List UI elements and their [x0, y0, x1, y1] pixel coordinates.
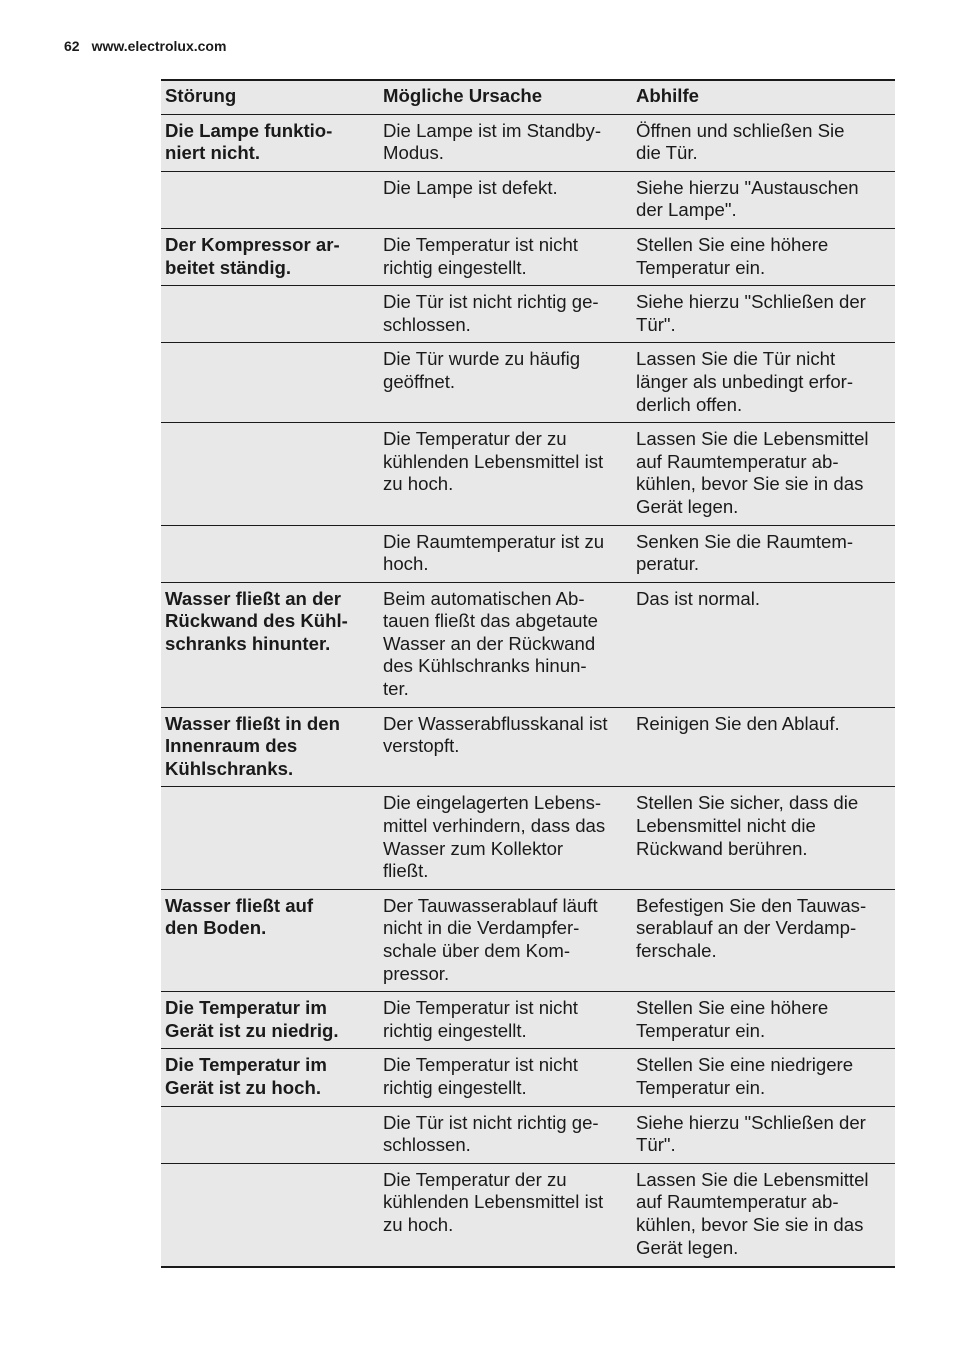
remedy-cell-text: Reinigen Sie den Ablauf.	[636, 712, 840, 734]
remedy-cell	[633, 114, 895, 171]
cause-cell-text: Die Tür wurde zu häufig geöffnet.	[383, 348, 581, 392]
problem-cell	[161, 582, 380, 707]
remedy-cell	[633, 787, 895, 889]
remedy-cell-text: Befestigen Sie den Tauwas- serablauf an der Verdamp- ferschale.	[636, 894, 867, 961]
table-row	[161, 889, 895, 991]
problem-cell	[161, 1163, 380, 1267]
remedy-cell-text: Senken Sie die Raumtem- peratur.	[636, 530, 854, 575]
problem-cell	[161, 1106, 380, 1163]
table-row	[161, 1163, 895, 1267]
cause-cell-text: Die Tür ist nicht richtig ge- schlossen.	[383, 291, 599, 335]
column-header-cause: Mögliche Ursache	[380, 80, 633, 114]
table-row	[161, 582, 895, 707]
remedy-cell-text: Siehe hierzu "Austauschen der Lampe".	[636, 176, 859, 221]
problem-cell	[161, 525, 380, 582]
cause-cell	[380, 423, 633, 525]
cause-cell-text: Der Wasserabflusskanal ist verstopft.	[383, 712, 608, 757]
cause-cell-text: Die eingelagerten Lebens- mittel verhindern, dass das Wasser zum Kollektor fließt.	[383, 792, 606, 882]
problem-cell-text: Der Kompressor ar- beitet ständig.	[165, 233, 340, 278]
table-row	[161, 343, 895, 423]
cause-cell	[380, 992, 633, 1049]
cause-cell	[380, 889, 633, 991]
website-url: www.electrolux.com	[91, 38, 227, 54]
remedy-cell	[633, 1106, 895, 1163]
problem-cell-text: Die Lampe funktio- niert nicht.	[165, 119, 333, 164]
problem-cell	[161, 114, 380, 171]
cause-cell	[380, 286, 633, 343]
cause-cell-text: Beim automatischen Ab- tauen fließt das abgetaute Wasser an der Rückwand des Kühlschranks hinun- ter.	[383, 587, 599, 700]
remedy-cell	[633, 343, 895, 423]
cause-cell	[380, 228, 633, 285]
table-row	[161, 423, 895, 525]
remedy-cell-text: Lassen Sie die Lebensmittel auf Raumtemperatur ab- kühlen, bevor Sie sie in das Gerät legen.	[636, 428, 869, 517]
remedy-cell	[633, 992, 895, 1049]
table-row	[161, 787, 895, 889]
column-header-remedy: Abhilfe	[633, 80, 895, 114]
problem-cell-text: Wasser fließt an der Rückwand des Kühl- schranks hinunter.	[165, 587, 348, 654]
problem-cell-text: Wasser fließt in den Innenraum des Kühlschranks.	[165, 712, 340, 779]
cause-cell	[380, 1163, 633, 1267]
cause-cell	[380, 1106, 633, 1163]
problem-cell	[161, 286, 380, 343]
cause-cell	[380, 171, 633, 228]
remedy-cell	[633, 228, 895, 285]
problem-cell	[161, 992, 380, 1049]
table-header-row	[161, 80, 895, 114]
table-row	[161, 992, 895, 1049]
remedy-cell-text: Öffnen und schließen Sie die Tür.	[636, 119, 845, 164]
problem-cell	[161, 1049, 380, 1106]
problem-cell-text: Die Temperatur im Gerät ist zu niedrig.	[165, 997, 339, 1041]
problem-cell	[161, 787, 380, 889]
problem-cell	[161, 228, 380, 285]
table-row	[161, 286, 895, 343]
remedy-cell-text: Lassen Sie die Tür nicht länger als unbedingt erfor- derlich offen.	[636, 348, 854, 415]
table-row	[161, 228, 895, 285]
troubleshooting-table	[161, 79, 895, 1268]
table-row	[161, 171, 895, 228]
remedy-cell	[633, 1163, 895, 1267]
table-row	[161, 707, 895, 787]
remedy-cell-text: Stellen Sie eine niedrigere Temperatur ein.	[636, 1054, 854, 1098]
remedy-cell-text: Siehe hierzu "Schließen der Tür".	[636, 291, 866, 335]
remedy-cell-text: Stellen Sie eine höhere Temperatur ein.	[636, 997, 829, 1041]
problem-cell	[161, 423, 380, 525]
problem-cell	[161, 889, 380, 991]
remedy-cell	[633, 525, 895, 582]
cause-cell-text: Der Tauwasserablauf läuft nicht in die Verdampfer- schale über dem Kom- pressor.	[383, 894, 598, 984]
cause-cell-text: Die Raumtemperatur ist zu hoch.	[383, 530, 605, 575]
problem-cell	[161, 707, 380, 787]
remedy-cell	[633, 707, 895, 787]
remedy-cell-text: Siehe hierzu "Schließen der Tür".	[636, 1111, 866, 1156]
remedy-cell	[633, 286, 895, 343]
problem-cell	[161, 171, 380, 228]
remedy-cell	[633, 889, 895, 991]
problem-cell-text: Die Temperatur im Gerät ist zu hoch.	[165, 1054, 327, 1098]
cause-cell-text: Die Lampe ist im Standby- Modus.	[383, 119, 602, 164]
remedy-cell-text: Das ist normal.	[636, 587, 760, 609]
remedy-cell-text: Lassen Sie die Lebensmittel auf Raumtemperatur ab- kühlen, bevor Sie sie in das Gerät legen.	[636, 1168, 869, 1258]
remedy-cell-text: Stellen Sie sicher, dass die Lebensmittel nicht die Rückwand berühren.	[636, 792, 859, 859]
remedy-cell	[633, 582, 895, 707]
cause-cell	[380, 582, 633, 707]
cause-cell-text: Die Tür ist nicht richtig ge- schlossen.	[383, 1111, 599, 1156]
table-body	[161, 114, 895, 1267]
remedy-cell	[633, 171, 895, 228]
cause-cell	[380, 343, 633, 423]
table-row	[161, 525, 895, 582]
remedy-cell-text: Stellen Sie eine höhere Temperatur ein.	[636, 233, 829, 278]
column-header-problem: Störung	[161, 80, 380, 114]
table-row	[161, 1049, 895, 1106]
cause-cell	[380, 1049, 633, 1106]
cause-cell-text: Die Temperatur der zu kühlenden Lebensmittel ist zu hoch.	[383, 1168, 604, 1235]
cause-cell-text: Die Lampe ist defekt.	[383, 176, 558, 198]
problem-cell-text: Wasser fließt auf den Boden.	[165, 894, 314, 939]
cause-cell	[380, 707, 633, 787]
cause-cell	[380, 114, 633, 171]
problem-cell	[161, 343, 380, 423]
cause-cell	[380, 525, 633, 582]
cause-cell-text: Die Temperatur der zu kühlenden Lebensmittel ist zu hoch.	[383, 428, 604, 495]
cause-cell	[380, 787, 633, 889]
page-number: 62	[64, 38, 80, 54]
cause-cell-text: Die Temperatur ist nicht richtig eingestellt.	[383, 1054, 578, 1098]
table-row	[161, 1106, 895, 1163]
page-header	[64, 38, 226, 54]
remedy-cell	[633, 1049, 895, 1106]
table-row	[161, 114, 895, 171]
cause-cell-text: Die Temperatur ist nicht richtig eingestellt.	[383, 233, 578, 278]
cause-cell-text: Die Temperatur ist nicht richtig eingestellt.	[383, 997, 578, 1041]
remedy-cell	[633, 423, 895, 525]
